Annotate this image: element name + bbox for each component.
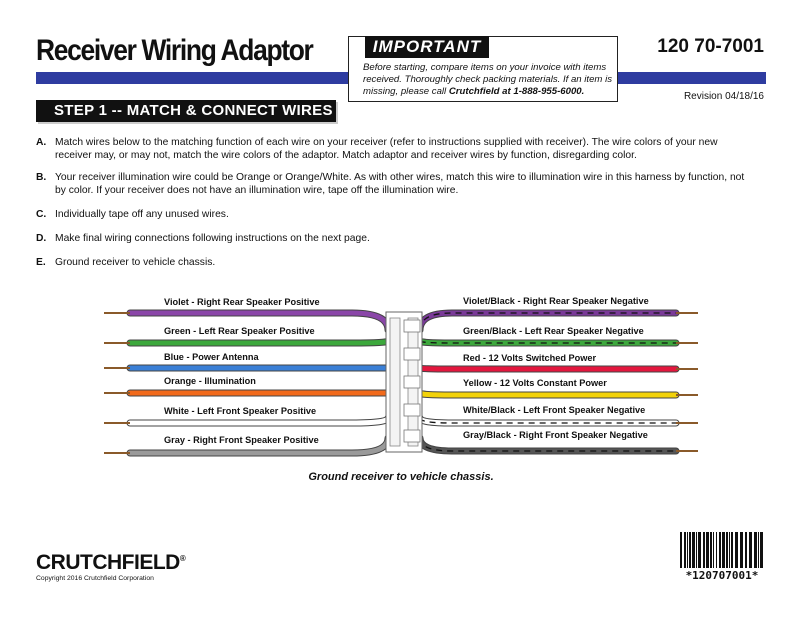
barcode-number: *120707001* [685,569,759,582]
instruction-text: Your receiver illumination wire could be Orange or Orange/White. As with other wires, match this wire to illumination wire in this harness by function, not by color. If your receiver does not have an illumination wire, tape off the illumination wire. [55,172,745,196]
wire-label-right: Yellow - 12 Volts Constant Power [463,378,607,388]
step-heading: STEP 1 -- MATCH & CONNECT WIRES [36,100,336,122]
important-text-body: Before starting, compare items on your invoice with items received. Thoroughly check packing materials. If an item is missing, please call [363,62,613,97]
document-title: Receiver Wiring Adaptor [36,34,313,67]
right-wire [420,393,676,395]
diagram-caption: Ground receiver to vehicle chassis. [308,471,494,483]
instruction-text: Individually tape off any unused wires. [55,209,229,220]
right-wire [420,341,676,343]
part-number: 120 70-7001 [657,36,764,57]
barcode-icon [680,532,766,568]
instruction-label: C. [36,209,47,220]
instruction-text: Ground receiver to vehicle chassis. [55,257,216,268]
wire-label-left: Green - Left Rear Speaker Positive [164,326,315,336]
wire-label-left: Gray - Right Front Speaker Positive [164,435,319,445]
instruction-label: A. [36,137,47,148]
wire-label-left: Blue - Power Antenna [164,352,259,362]
revision-date: Revision 04/18/16 [683,91,764,102]
right-wire [420,368,676,369]
instruction-label: B. [36,172,47,183]
instruction-label: E. [36,257,46,268]
instruction-text: Make final wiring connections following instructions on the next page. [55,233,370,244]
important-phone: Crutchfield at 1-888-955-6000. [448,86,585,97]
harness-connector [386,312,422,452]
logo-text: CRUTCHFIELD [36,551,180,574]
wire-label-right: Red - 12 Volts Switched Power [463,353,597,363]
left-wire [130,418,388,423]
wire-label-left: White - Left Front Speaker Positive [164,406,317,416]
wire-label-left: Orange - Illumination [164,376,256,386]
instruction-label: D. [36,233,47,244]
wire-label-left: Violet - Right Rear Speaker Positive [164,297,320,307]
crutchfield-logo [36,551,185,575]
copyright-text: Copyright 2016 Crutchfield Corporation [36,575,154,582]
instruction-text: Match wires below to the matching function of each wire on your receiver (refer to instructions supplied with receiver). The wire colors of your new receiver may, or may not, match the wire colors of the adaptor. Match adaptor and receiver wires by function, disregarding color. [55,137,718,161]
registered-mark: ® [179,554,186,563]
wire-label-right: Green/Black - Left Rear Speaker Negative [463,326,644,336]
wire-label-right: Violet/Black - Right Rear Speaker Negative [463,296,649,306]
wire-label-right: Gray/Black - Right Front Speaker Negative [463,430,648,440]
important-heading: IMPORTANT [365,36,489,58]
wire-label-right: White/Black - Left Front Speaker Negative [463,405,646,415]
right-wire [420,418,676,423]
left-wire [130,341,388,343]
